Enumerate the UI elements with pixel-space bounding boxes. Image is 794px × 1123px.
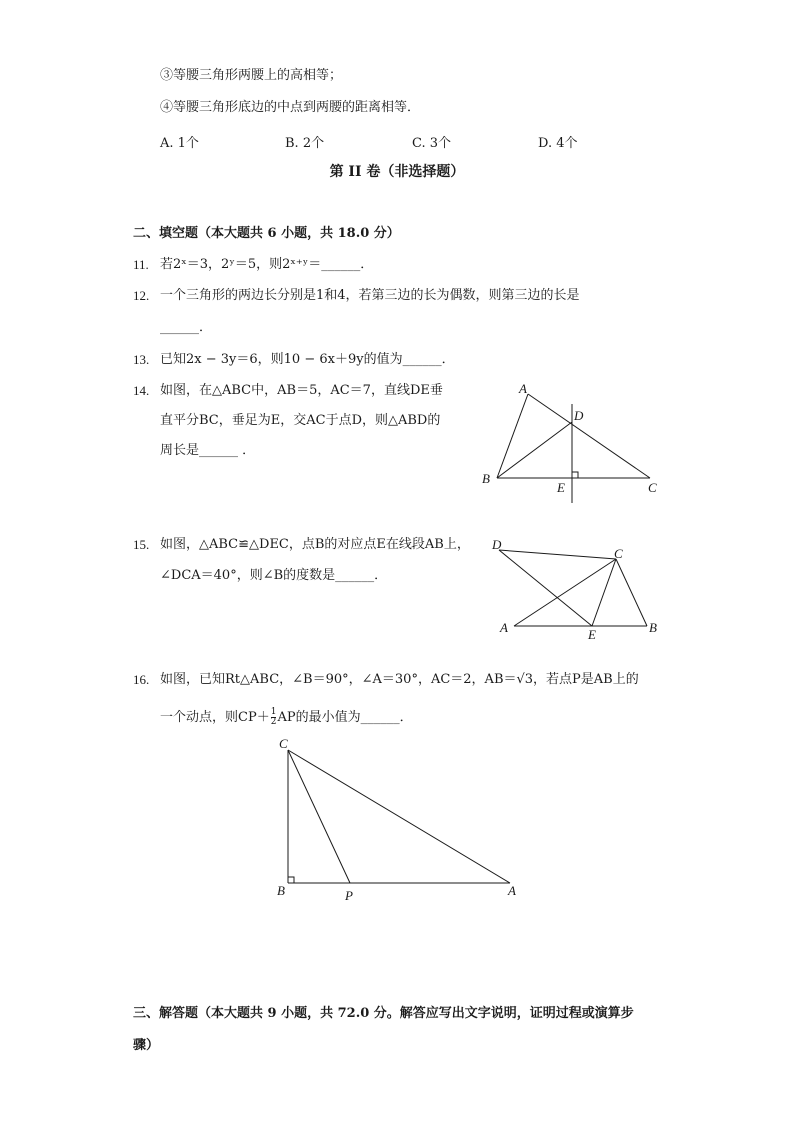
- fraction-denominator: 2: [270, 717, 277, 727]
- part2-title: 第 II 卷（非选择题）: [329, 164, 465, 180]
- q16-line2: [160, 708, 413, 727]
- q16-line2-post: AP的最小值为______．: [277, 710, 413, 725]
- option-a: A. 1个: [160, 136, 199, 151]
- statement-4: ④等腰三角形底边的中点到两腰的距离相等．: [160, 100, 421, 115]
- q14-line3: 周长是______ ．: [160, 443, 256, 458]
- section3-heading-line1: 三、解答题（本大题共 9 小题，共 72.0 分。解答应写出文字说明，证明过程或演算步: [133, 1006, 634, 1021]
- label-c: C: [614, 546, 623, 561]
- figure-q14: [475, 378, 675, 508]
- label-p: P: [345, 888, 353, 903]
- q16-line1: 如图，已知Rt△ABC，∠B＝90°，∠A＝30°，AC＝2，AB＝√3，若点P是AB上的: [160, 672, 639, 687]
- label-a: A: [519, 381, 527, 396]
- label-e: E: [588, 627, 596, 642]
- q14-line2: 直平分BC，垂足为E，交AC于点D，则△ABD的: [160, 413, 441, 428]
- figure-q15: [490, 535, 670, 645]
- label-d: D: [574, 408, 584, 423]
- q14-number: 14.: [133, 383, 150, 398]
- q12-line2: ______．: [160, 320, 213, 335]
- label-b: B: [649, 620, 657, 635]
- label-a: A: [500, 620, 508, 635]
- section3-heading-line2: 骤）: [133, 1038, 160, 1053]
- q14-line1: 如图，在△ABC中，AB＝5，AC＝7，直线DE垂: [160, 383, 443, 398]
- label-a: A: [508, 883, 516, 898]
- label-c: C: [279, 736, 288, 751]
- option-d: D. 4个: [538, 136, 578, 151]
- q13-number: 13.: [133, 352, 150, 367]
- label-c: C: [648, 480, 657, 495]
- statement-3: ③等腰三角形两腰上的高相等；: [160, 68, 343, 83]
- q12-line1: 一个三角形的两边长分别是1和4，若第三边的长为偶数，则第三边的长是: [160, 288, 580, 303]
- fraction-numerator: 1: [270, 707, 277, 717]
- q13-text: 已知2x − 3y＝6，则10 − 6x＋9y的值为______．: [160, 352, 455, 367]
- section2-heading: 二、填空题（本大题共 6 小题，共 18.0 分）: [133, 226, 400, 241]
- option-b: B. 2个: [285, 136, 325, 151]
- option-c: C. 3个: [412, 136, 452, 151]
- q11-text: 若2ˣ＝3，2ʸ＝5，则2ˣ⁺ʸ＝______．: [160, 257, 374, 272]
- q16-line2-pre: 一个动点，则CP＋: [160, 710, 270, 725]
- q15-line2: ∠DCA＝40°，则∠B的度数是______．: [160, 568, 388, 583]
- label-e: E: [557, 480, 565, 495]
- label-b: B: [277, 883, 285, 898]
- q12-number: 12.: [133, 288, 150, 303]
- q11-number: 11.: [133, 257, 149, 272]
- label-d: D: [492, 537, 502, 552]
- figure-q16: [270, 735, 530, 905]
- q15-line1: 如图，△ABC≌△DEC，点B的对应点E在线段AB上，: [160, 537, 470, 552]
- q15-number: 15.: [133, 537, 150, 552]
- q16-number: 16.: [133, 672, 150, 687]
- label-b: B: [482, 471, 490, 486]
- fraction-half: [271, 708, 277, 727]
